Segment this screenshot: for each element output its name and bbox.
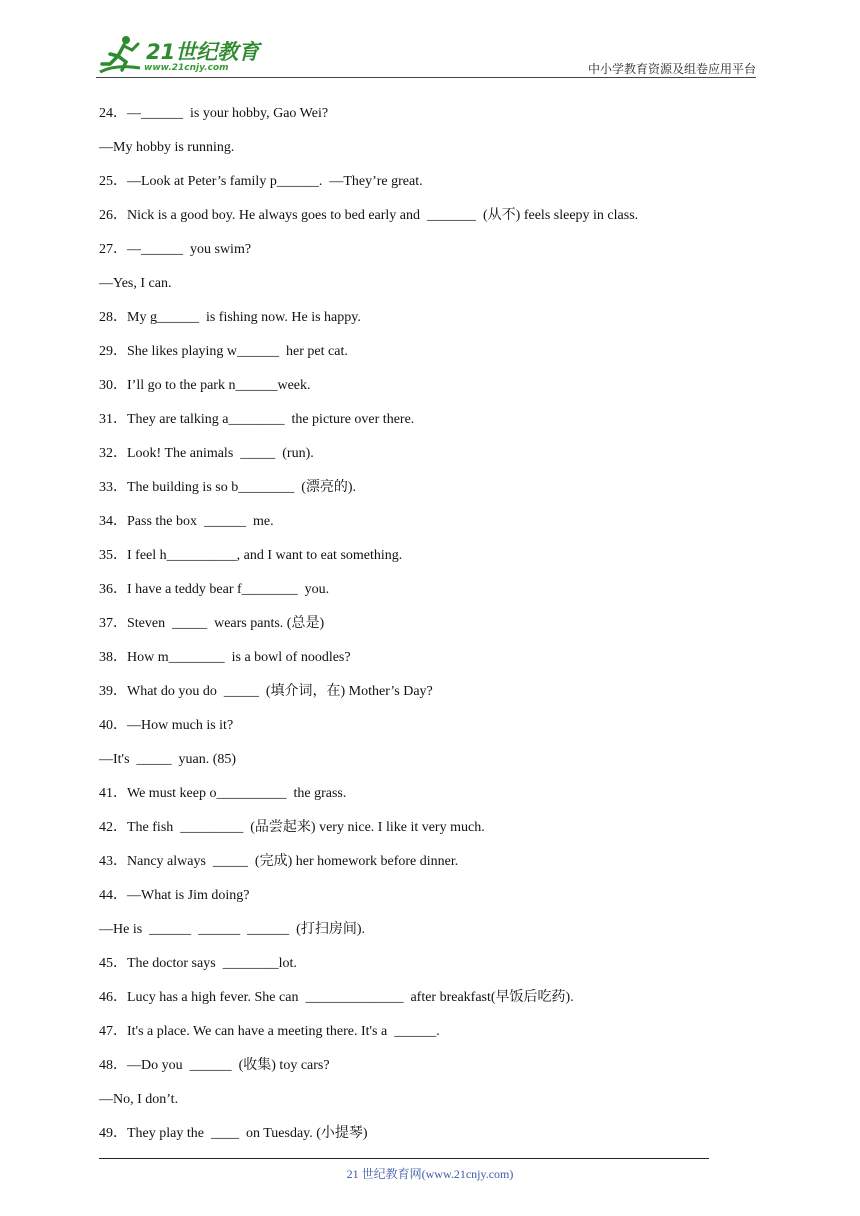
question-line: —Yes, I can. [99, 276, 172, 291]
header-divider [96, 77, 756, 78]
question-line: —No, I don’t. [99, 1092, 179, 1107]
page-header [96, 34, 756, 78]
question-line: 28．My g______ is fishing now. He is happy. [99, 310, 361, 325]
question-line: 42．The fish _________ (品尝起来) very nice. I like it very much. [99, 820, 485, 835]
question-line: 46．Lucy has a high fever. She can ______________ after breakfast(早饭后吃药). [99, 990, 574, 1005]
footer-divider [99, 1158, 709, 1159]
platform-name: 中小学教育资源及组卷应用平台 [587, 62, 756, 76]
question-line: —My hobby is running. [99, 140, 235, 155]
question-line: 44．—What is Jim doing? [99, 888, 250, 903]
question-line: 34．Pass the box ______ me. [99, 514, 274, 529]
question-line: 25．—Look at Peter’s family p______. —They’re great. [99, 174, 423, 189]
question-line: 48．—Do you ______ (收集) toy cars? [99, 1058, 330, 1073]
question-line: —He is ______ ______ ______ (打扫房间). [99, 922, 365, 937]
question-line: 43．Nancy always _____ (完成) her homework before dinner. [99, 854, 459, 869]
question-line: 40．—How much is it? [99, 718, 234, 733]
question-line: 27．—______ you swim? [99, 242, 252, 257]
logo [96, 34, 266, 78]
page-footer: 21 世纪教育网(www.21cnjy.com) [346, 1167, 514, 1181]
question-line: —It's _____ yuan. (85) [99, 752, 237, 767]
question-line: 41．We must keep o__________ the grass. [99, 786, 347, 801]
question-line: 45．The doctor says ________lot. [99, 956, 297, 971]
question-line: 47．It's a place. We can have a meeting there. It's a ______. [99, 1024, 440, 1039]
question-line: 37．Steven _____ wears pants. (总是) [99, 616, 325, 631]
question-line: 30．I’ll go to the park n______week. [99, 378, 311, 393]
question-line: 36．I have a teddy bear f________ you. [99, 582, 330, 597]
question-line: 31．They are talking a________ the picture over there. [99, 412, 415, 427]
question-line: 38．How m________ is a bowl of noodles? [99, 650, 351, 665]
logo-url: www.21cnjy.com [144, 63, 229, 73]
question-line: 39．What do you do _____ (填介词，在) Mother’s Day? [99, 684, 433, 699]
question-line: 33．The building is so b________ (漂亮的). [99, 480, 357, 495]
question-line: 24．—______ is your hobby, Gao Wei? [99, 106, 329, 121]
question-line: 35．I feel h__________, and I want to eat something. [99, 548, 403, 563]
question-line: 26．Nick is a good boy. He always goes to bed early and _______ (从不) feels sleepy in class. [99, 208, 639, 223]
question-line: 49．They play the ____ on Tuesday. (小提琴) [99, 1126, 368, 1141]
question-line: 29．She likes playing w______ her pet cat. [99, 344, 348, 359]
question-line: 32．Look! The animals _____ (run). [99, 446, 314, 461]
runner-logo-icon [96, 34, 144, 76]
logo-text: 21世纪教育 [146, 40, 260, 64]
